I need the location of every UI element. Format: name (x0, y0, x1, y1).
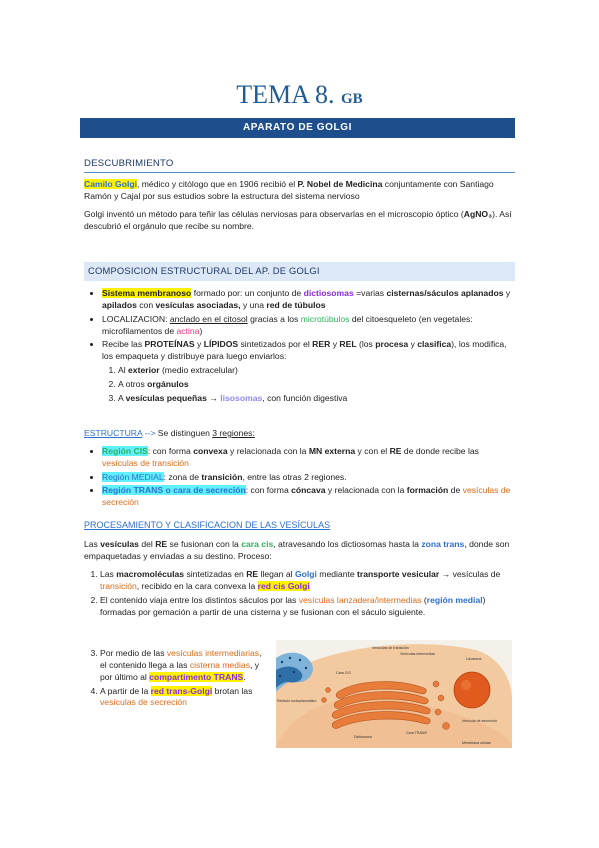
list-item: • Región TRANS o cara de secreción: con forma cóncava y relacionada con la formación de vesículas de secreción (102, 485, 515, 509)
list-item: 3. A vesículas pequeñas → lisosomas, con función digestiva (118, 393, 515, 405)
diagram-label-vesicula-secrecion: Vesícula de secreción (462, 719, 497, 723)
procesamiento-list-cont (84, 648, 268, 709)
diagram-label-lisosoma: Lisosoma (466, 657, 482, 661)
destinos-list (84, 365, 515, 405)
list-item: 1. Las macromoléculas sintetizadas en RE llegan al Golgi mediante transporte vesicular → vesículas de transición, recibido en la cara convexa la red cis Golgi (100, 569, 515, 593)
descubrimiento-paragraph-2: Golgi inventó un método para teñir las células nerviosas para observarlas en el microscopio óptico (AgNO₃). Así descubrió el orgánulo que recibe su nombre. (84, 208, 512, 231)
descubrimiento-section (84, 157, 515, 239)
procesamiento-intro: Las vesículas del RE se fusionan con la cara cis, atravesando los dictiosomas hasta la zona trans, donde son empaquetadas y enviadas a su destino. Proceso: (84, 539, 510, 562)
diagram-label-dictiosoma: Dictiosoma (354, 735, 372, 739)
diagram-label-vesiculas-intermedias: Vesículas intermedias (400, 652, 435, 656)
list-item: • Región CIS: con forma convexa y relacionada con la MN externa y con el RE de donde recibe las vesículas de transición (102, 446, 515, 470)
diagram-label-vesiculas-transicion: Vesículas de transición (372, 646, 409, 650)
list-item: • Sistema membranoso formado por: un conjunto de dictiosomas =varias cisternas/sáculos aplanados y apilados con vesículas asociadas, y una red de túbulos (102, 288, 515, 312)
procesamiento-heading: PROCESAMIENTO Y CLASIFICACION DE LAS VESÍCULAS (84, 520, 331, 530)
descubrimiento-heading: DESCUBRIMIENTO (84, 157, 515, 173)
section-banner: APARATO DE GOLGI (80, 118, 515, 138)
estructura-list (84, 446, 515, 509)
list-item: 2. A otros orgánulos (118, 379, 515, 391)
diagram-label-cara-cis: Cara CIS (336, 671, 351, 675)
title-main: TEMA 8. (236, 80, 335, 109)
composicion-heading: COMPOSICION ESTRUCTURAL DEL AP. DE GOLGI (84, 262, 515, 281)
page-title (0, 80, 599, 114)
descubrimiento-paragraph-1: Camilo Golgi, médico y citólogo que en 1906 recibió el P. Nobel de Medicina conjuntamente con Santiago Ramón y Cajal por sus estudios sobre la estructura del sistema nervioso (84, 179, 494, 202)
list-item: 1. Al exterior (medio extracelular) (118, 365, 515, 377)
diagram-label-reticulo: Retículo endoplasmático (277, 699, 317, 703)
title-sub: GB (341, 91, 363, 107)
list-item: 2. El contenido viaja entre los distintos sáculos por las vesículas lanzadera/intermedias (región medial) formadas por gemación a partir de una cisterna y se fusionan con el sáculo siguiente. (100, 595, 515, 619)
composicion-list (84, 288, 515, 363)
list-item: • Región MEDIAL: zona de transición, entre las otras 2 regiones. (102, 472, 515, 484)
diagram-label-membrana: Membrana celular (462, 741, 491, 745)
procesamiento-section (84, 519, 515, 621)
estructura-section (84, 428, 515, 511)
procesamiento-steps-cont (84, 648, 268, 711)
golgi-diagram-image (276, 640, 512, 748)
list-item: • Recibe las PROTEÍNAS y LÍPIDOS sintetizados por el RER y REL (los procesa y clasifica), los modifica, los empaqueta y distribuye para luego enviarlos: (102, 339, 515, 363)
procesamiento-list (84, 569, 515, 618)
estructura-intro: ESTRUCTURA --> Se distinguen 3 regiones: (84, 428, 255, 438)
list-item: • LOCALIZACION: anclado en el citosol gracias a los microtúbulos del citoesqueleto (en vegetales: microfilamentos de actina) (102, 314, 515, 338)
list-item: 4. A partir de la red trans-Golgi brotan las vesículas de secreción (100, 686, 268, 710)
list-item: 3. Por medio de las vesículas intermediarias, el contenido llega a las cisterna medias, y por último al compartimento TRANS. (100, 648, 268, 684)
diagram-label-cara-trans: Cara TRANS (406, 731, 427, 735)
composicion-section (84, 262, 515, 407)
